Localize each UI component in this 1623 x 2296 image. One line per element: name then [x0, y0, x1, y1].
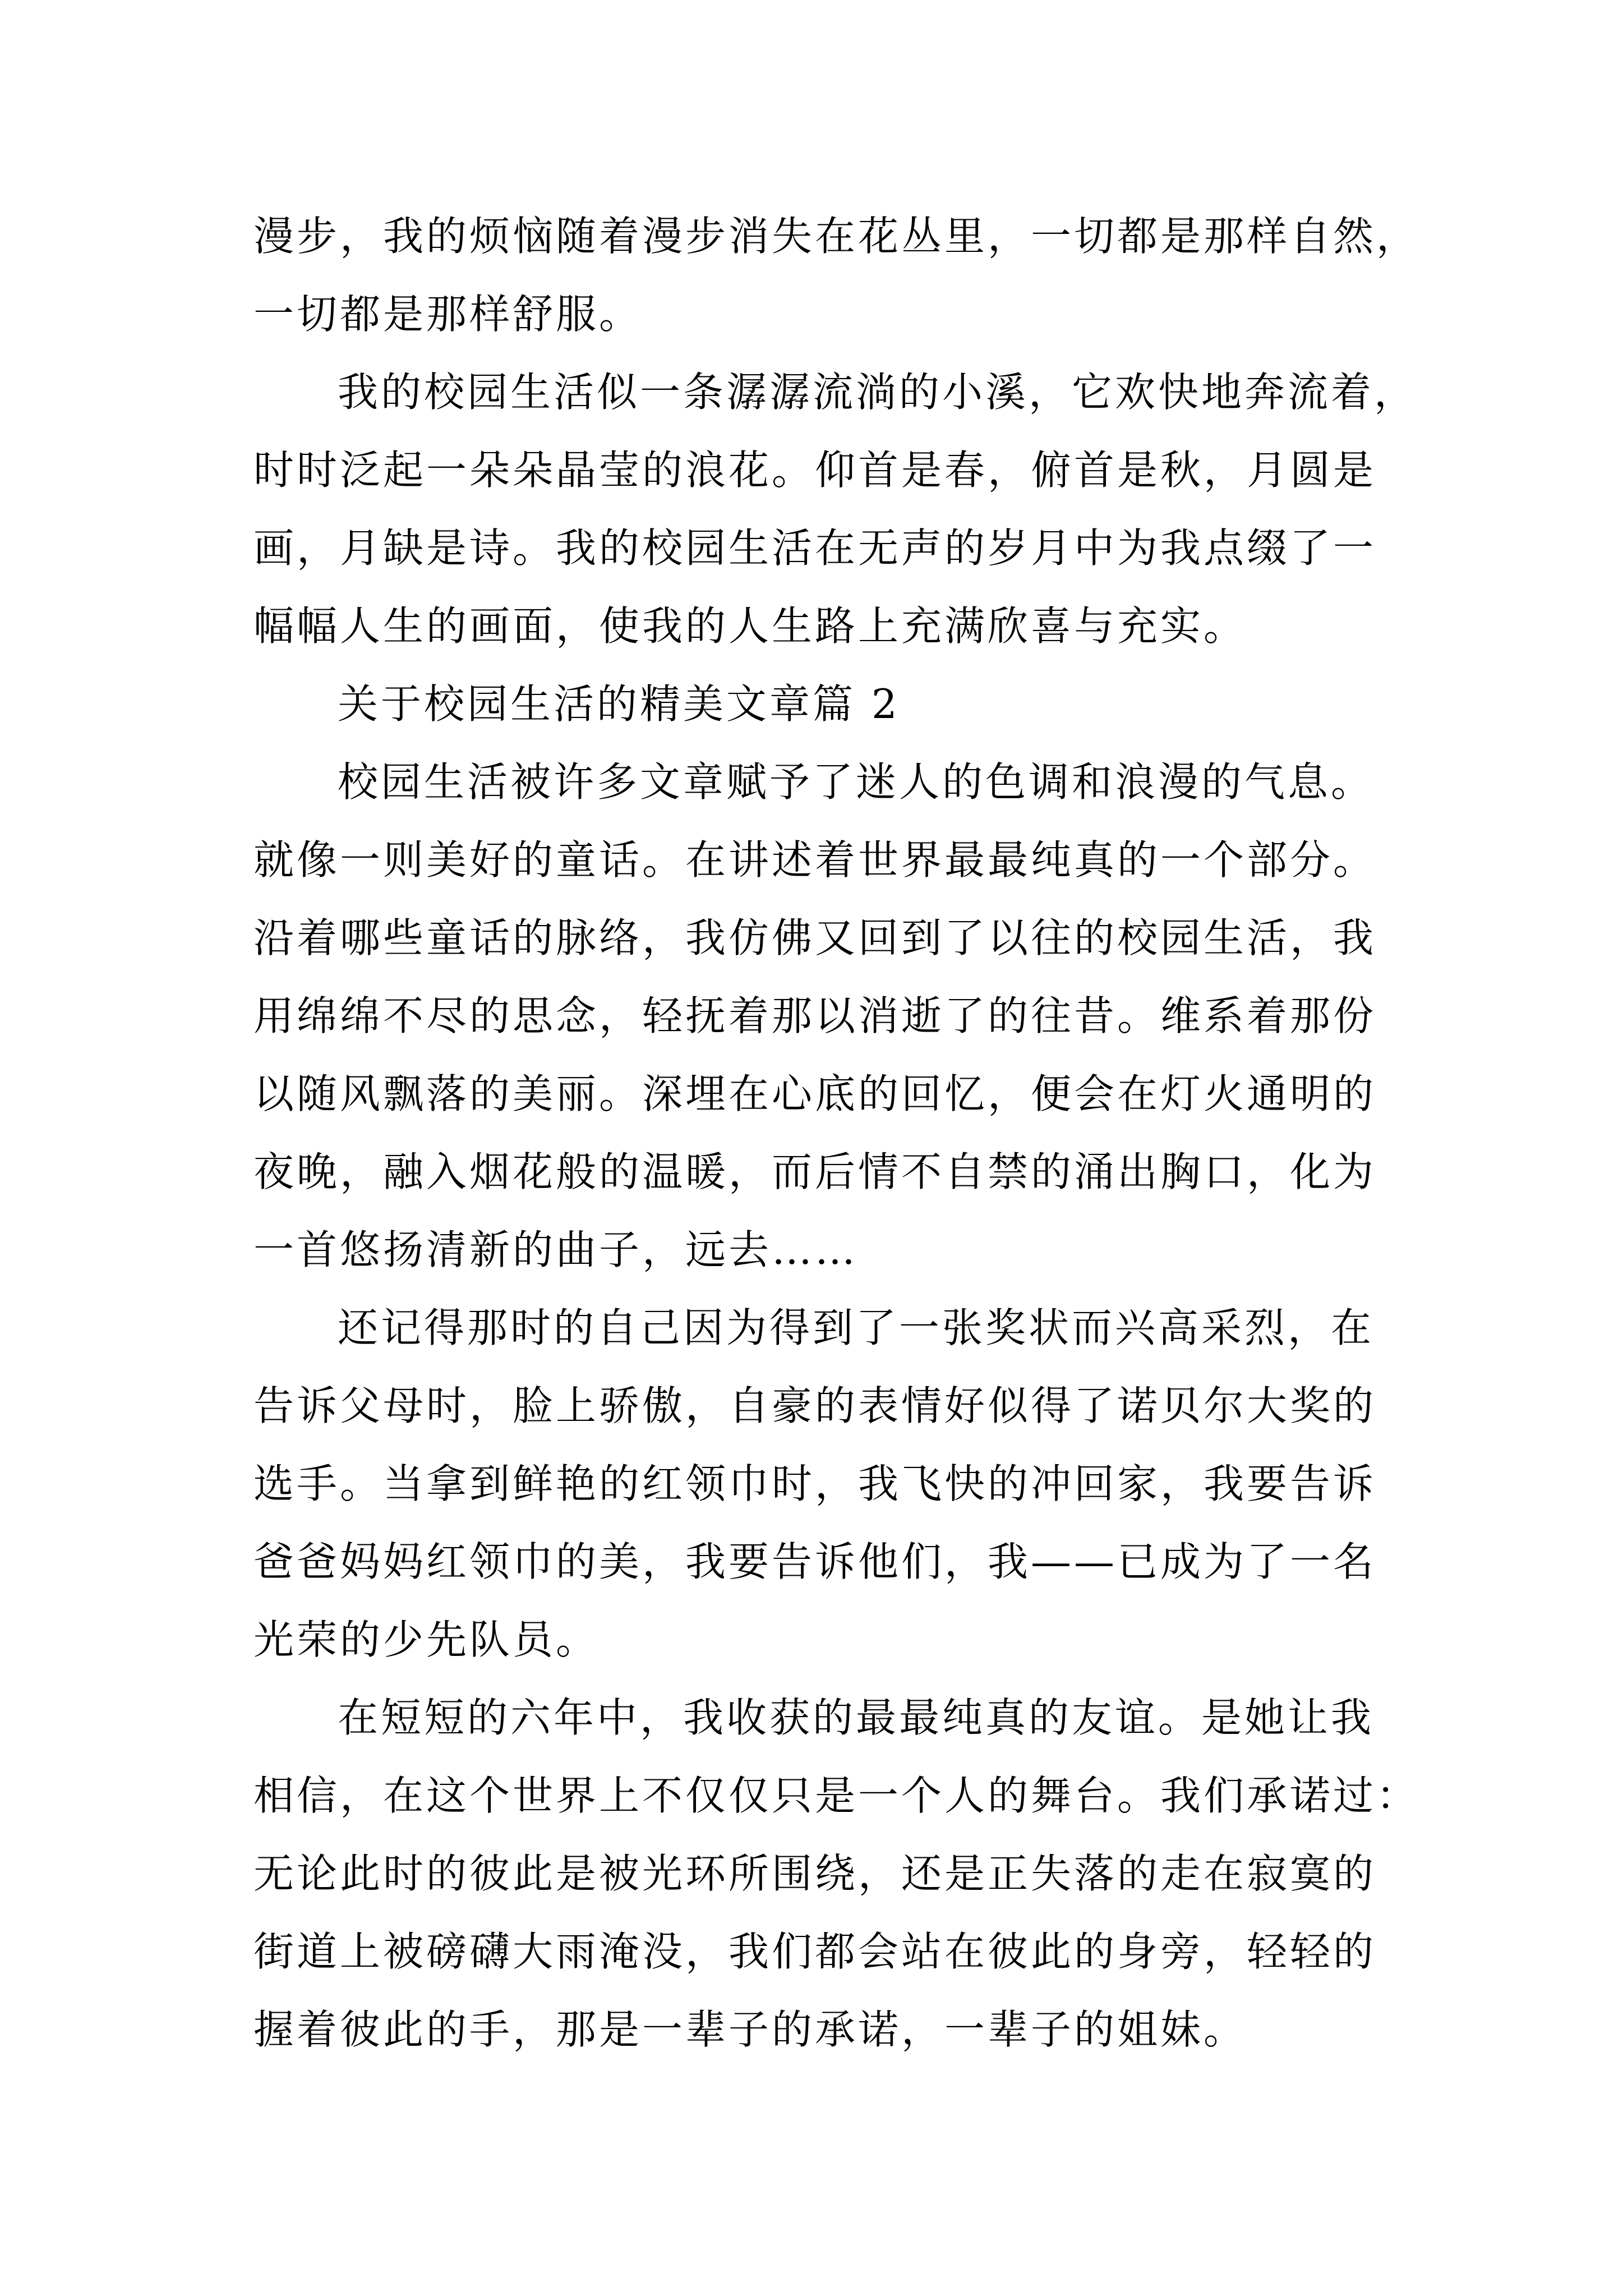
text-line: 时时泛起一朵朵晶莹的浪花。仰首是春，俯首是秋，月圆是	[253, 447, 1377, 494]
text-line: 一首悠扬清新的曲子，远去……	[253, 1226, 859, 1273]
paragraph-start-line: 在短短的六年中，我收获的最最纯真的友谊。是她让我	[338, 1694, 1375, 1741]
text-line: 画，月缺是诗。我的校园生活在无声的岁月中为我点缀了一	[253, 524, 1377, 572]
text-line: 街道上被磅礴大雨淹没，我们都会站在彼此的身旁，轻轻的	[253, 1928, 1377, 1975]
paragraph-start-line: 还记得那时的自己因为得到了一张奖状而兴高采烈，在	[338, 1304, 1375, 1351]
text-line: 沿着哪些童话的脉络，我仿佛又回到了以往的校园生活，我	[253, 914, 1377, 961]
paragraph-start-line: 我的校园生活似一条潺潺流淌的小溪，它欢快地奔流着，	[338, 369, 1418, 416]
text-line: 就像一则美好的童话。在讲述着世界最最纯真的一个部分。	[253, 836, 1377, 884]
text-line: 无论此时的彼此是被光环所围绕，还是正失落的走在寂寞的	[253, 1850, 1377, 1897]
text-line: 光荣的少先队员。	[253, 1616, 600, 1663]
text-line: 相信，在这个世界上不仅仅只是一个人的舞台。我们承诺过：	[253, 1772, 1420, 1819]
text-line: 幅幅人生的画面，使我的人生路上充满欣喜与充实。	[253, 602, 1247, 650]
article-body	[253, 197, 1437, 2069]
text-line: 以随风飘落的美丽。深埋在心底的回忆，便会在灯火通明的	[253, 1070, 1377, 1117]
text-line: 漫步，我的烦恼随着漫步消失在花丛里，一切都是那样自然，	[253, 213, 1420, 260]
text-line: 告诉父母时，脸上骄傲，自豪的表情好似得了诺贝尔大奖的	[253, 1382, 1377, 1429]
section-heading: 关于校园生活的精美文章篇 2	[338, 680, 900, 728]
text-line: 爸爸妈妈红领巾的美，我要告诉他们，我——已成为了一名	[253, 1538, 1377, 1585]
text-line: 一切都是那样舒服。	[253, 291, 643, 338]
text-line: 选手。当拿到鲜艳的红领巾时，我飞快的冲回家，我要告诉	[253, 1460, 1377, 1507]
text-line: 用绵绵不尽的思念，轻抚着那以消逝了的往昔。维系着那份	[253, 992, 1377, 1039]
text-line: 握着彼此的手，那是一辈子的承诺，一辈子的姐妹。	[253, 2006, 1247, 2053]
paragraph-start-line: 校园生活被许多文章赋予了迷人的色调和浪漫的气息。	[338, 758, 1375, 806]
text-line: 夜晚，融入烟花般的温暖，而后情不自禁的涌出胸口，化为	[253, 1148, 1377, 1195]
